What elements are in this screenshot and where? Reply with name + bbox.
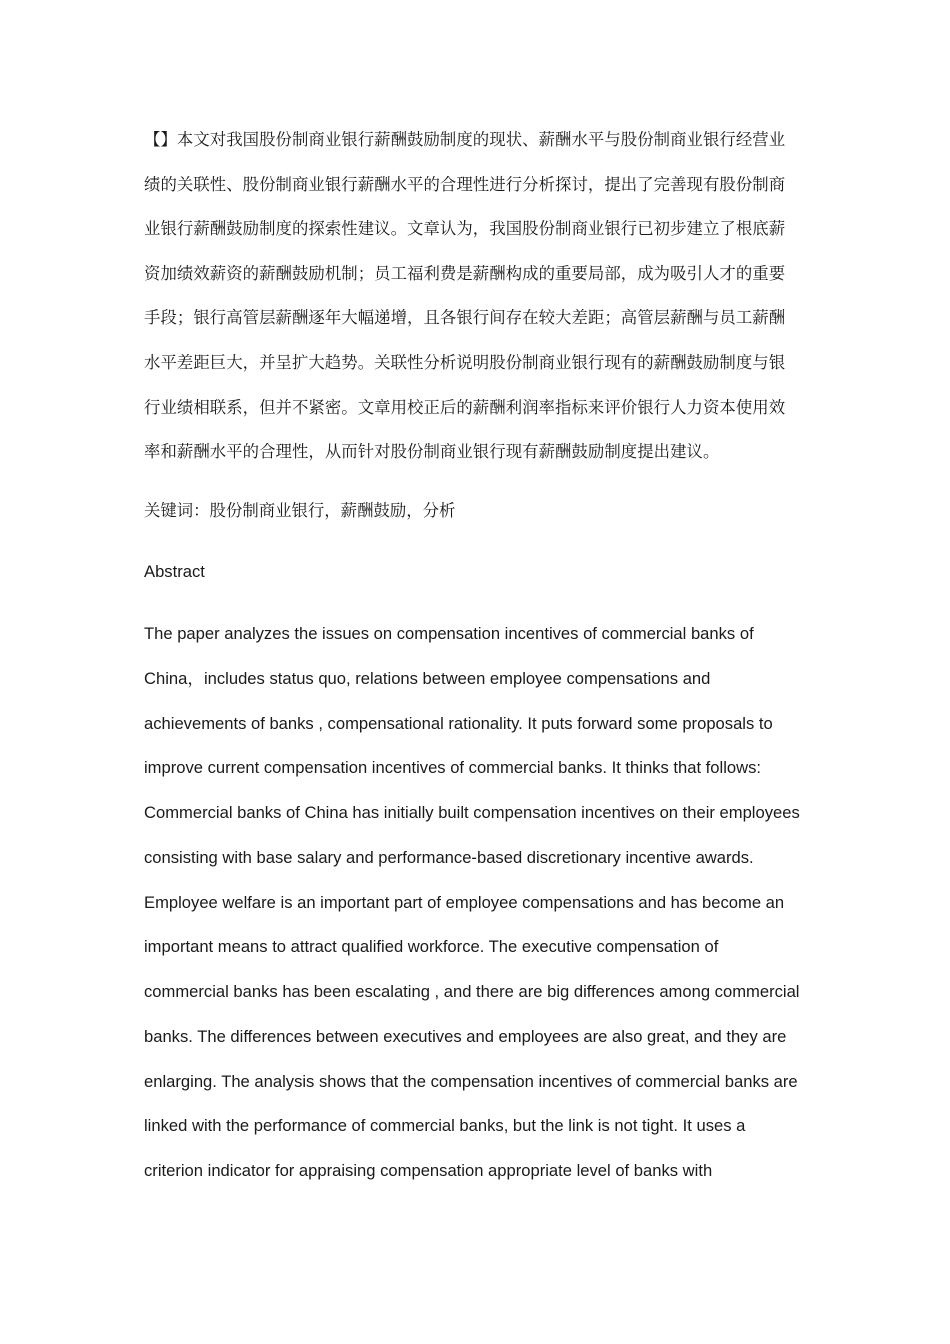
chinese-abstract-line: 水平差距巨大，并呈扩大趋势。关联性分析说明股份制商业银行现有的薪酬鼓励制度与银 — [144, 352, 786, 372]
english-abstract-line: achievements of banks , compensational rationality. It puts forward some proposals to — [144, 713, 773, 733]
keywords-line: 关键词：股份制商业银行，薪酬鼓励，分析 — [144, 501, 456, 520]
english-abstract-line: The paper analyzes the issues on compensation incentives of commercial banks of — [144, 624, 754, 643]
english-abstract-line: improve current compensation incentives of commercial banks. It thinks that follows: — [144, 758, 761, 778]
chinese-abstract-line: 行业绩相联系，但并不紧密。文章用校正后的薪酬利润率指标来评价银行人力资本使用效 — [144, 397, 786, 417]
chinese-abstract-line: 【】本文对我国股份制商业银行薪酬鼓励制度的现状、薪酬水平与股份制商业银行经营业 — [144, 130, 786, 149]
abstract-heading: Abstract — [144, 562, 205, 581]
english-abstract-line: Commercial banks of China has initially built compensation incentives on their employees — [144, 803, 800, 822]
chinese-abstract-line: 绩的关联性、股份制商业银行薪酬水平的合理性进行分析探讨，提出了完善现有股份制商 — [144, 174, 786, 194]
english-abstract-line: Employee welfare is an important part of employee compensations and has become an — [144, 892, 785, 912]
chinese-abstract-line: 率和薪酬水平的合理性，从而针对股份制商业银行现有薪酬鼓励制度提出建议。 — [144, 442, 720, 462]
english-abstract-line: banks. The differences between executives and employees are also great, and they are — [144, 1026, 787, 1046]
english-abstract-line: important means to attract qualified workforce. The executive compensation of — [144, 937, 719, 957]
english-abstract — [144, 612, 824, 1194]
english-abstract-line: commercial banks has been escalating , and there are big differences among commercial — [144, 982, 800, 1001]
chinese-abstract-line: 手段；银行高管层薪酬逐年大幅递增，且各银行间存在较大差距；高管层薪酬与员工薪酬 — [144, 308, 786, 328]
english-abstract-line: criterion indicator for appraising compensation appropriate level of banks with — [144, 1161, 713, 1180]
english-abstract-line: consisting with base salary and performance-based discretionary incentive awards. — [144, 847, 754, 867]
english-abstract-line: enlarging. The analysis shows that the compensation incentives of commercial banks are — [144, 1071, 798, 1091]
chinese-abstract-line: 业银行薪酬鼓励制度的探索性建议。文章认为，我国股份制商业银行已初步建立了根底薪 — [144, 219, 786, 239]
english-abstract-line: China，includes status quo, relations between employee compensations and — [144, 668, 711, 688]
chinese-abstract-line: 资加绩效薪资的薪酬鼓励机制；员工福利费是薪酬构成的重要局部，成为吸引人才的重要 — [144, 263, 786, 283]
chinese-abstract — [144, 118, 808, 475]
english-abstract-line: linked with the performance of commercial banks, but the link is not tight. It uses a — [144, 1116, 746, 1136]
